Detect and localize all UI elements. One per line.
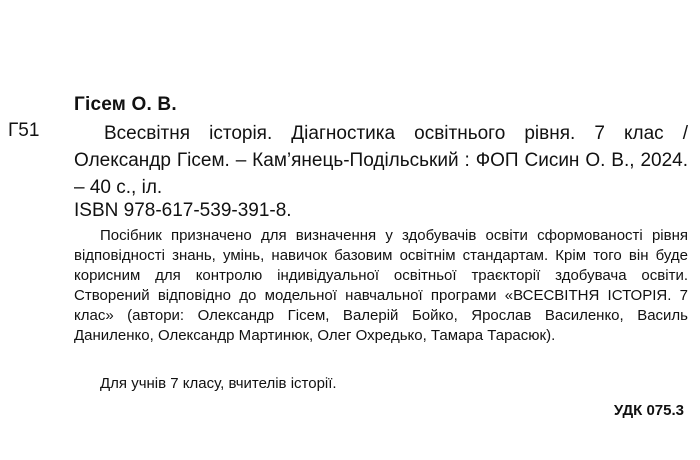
- classification-code: Г51: [8, 120, 40, 141]
- title-statement: Всесвітня історія. Діагностика освітнього рівня. 7 клас / Олександр Гісем. – Кам’янець-Подільський : ФОП Сисин О. В., 2024. – 40 с., іл.: [74, 123, 688, 198]
- isbn-line: ISBN 978-617-539-391-8.: [74, 200, 292, 221]
- annotation-paragraph: Посібник призначено для визначення у здобувачів освіти сформованості рівня відповідності знань, умінь, навичок базовим освітнім стандартам. Крім того він буде корисним для контролю індивідуальної освітньої траєкторії здобувача освіти. Створений відповідно до модельної навчальної програми «ВСЕСВІТНЯ ІСТОРІЯ. 7 клас» (автори: Олександр Гісем, Валерій Бойко, Ярослав Василенко, Василь Даниленко, Олександр Мартинюк, Олег Охредько, Тамара Тарасюк).: [74, 227, 688, 344]
- audience-note: Для учнів 7 класу, вчителів історії.: [100, 375, 337, 392]
- author-heading: Гісем О. В.: [74, 94, 177, 115]
- udc-code: УДК 075.3: [613, 402, 684, 419]
